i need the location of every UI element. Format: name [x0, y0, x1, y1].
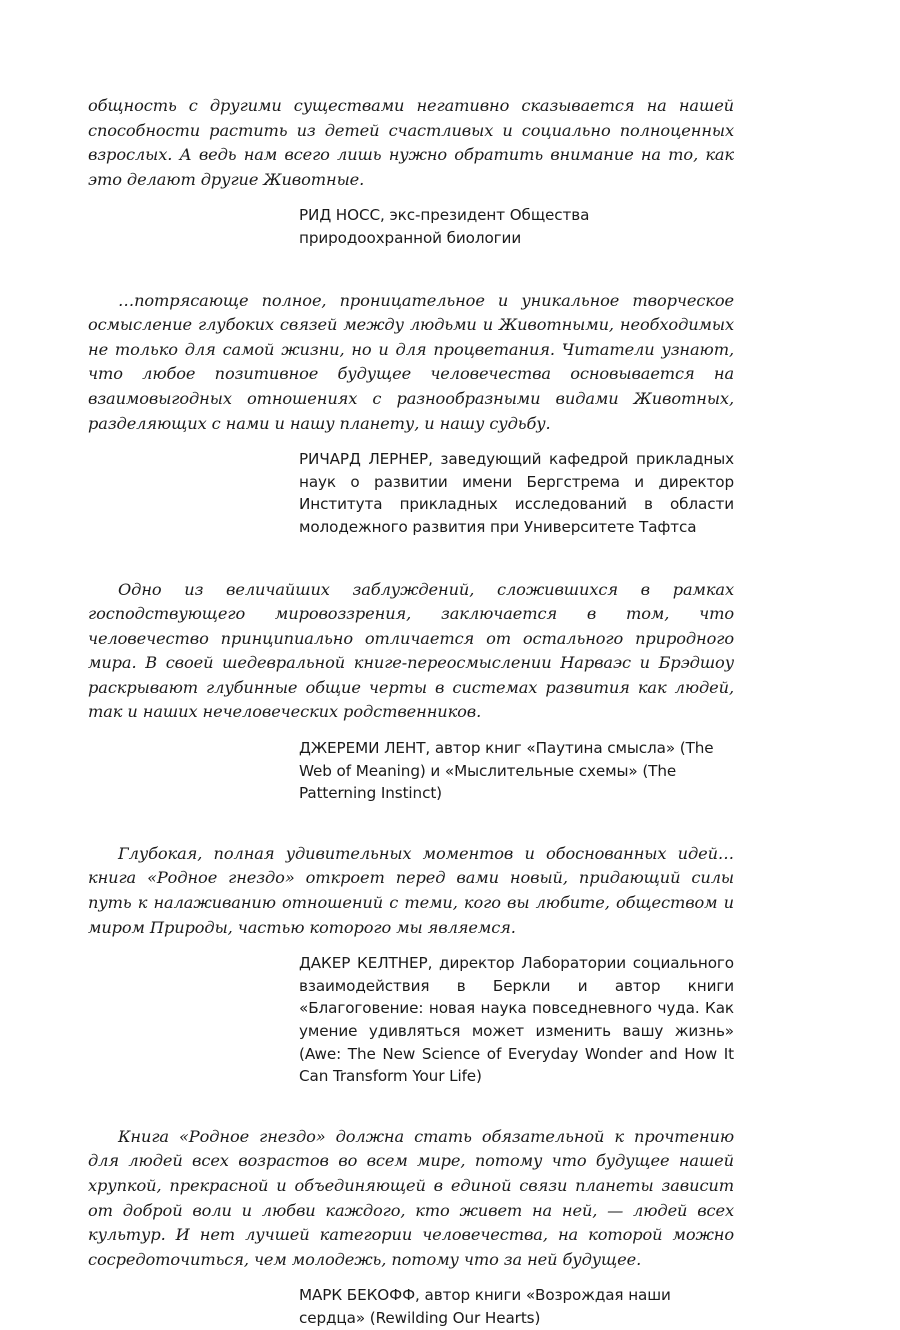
- endorsement-quote: общность с другими существами негативно сказывается на нашей способности растить из детей счастливых и социально полноценных взрослых. А ведь нам всего лишь нужно обратить внимание на то, как это делают другие Животные.: [88, 96, 734, 189]
- endorsement-attribution: МАРК БЕКОФФ, автор книги «Возрождая наши сердца» (Rewilding Our Hearts): [299, 1286, 671, 1327]
- endorsement-attribution: РИД НОСС, экс-президент Общества природоохранной биологии: [299, 206, 590, 247]
- endorsement-5: [88, 1125, 734, 1330]
- endorsement-4: [88, 842, 734, 1088]
- endorsement-attribution: ДЖЕРЕМИ ЛЕНТ, автор книг «Паутина смысла» (The Web of Meaning) и «Мыслительные схемы» (The Patterning Instinct): [299, 739, 714, 803]
- endorsement-quote: …потрясающе полное, проницательное и уникальное творческое осмысление глубоких связей между людьми и Животными, необходимых не только для самой жизни, но и для процветания. Читатели узнают, что любое позитивное будущее человечества основывается на взаимовыгодных отношениях с разнообразными видами Животных, разделяющих с нами и нашу планету, и нашу судьбу.: [88, 290, 734, 433]
- endorsement-attribution: ДАКЕР КЕЛТНЕР, директор Лаборатории социального взаимодействия в Беркли и автор книги «Благоговение: новая наука повседневного чуда. Как умение удивляться может изменить вашу жизнь» (Awe: The New Science of Everyday Wonder and How It Can Transform Your Life): [299, 954, 734, 1086]
- endorsement-3: [88, 578, 734, 805]
- endorsement-2: [88, 289, 734, 539]
- endorsement-quote: Глубокая, полная удивительных моментов и обоснованных идей… книга «Родное гнездо» откроет перед вами новый, придающий силы путь к налаживанию отношений с теми, кого вы любите, обществом и миром Природы, частью которого мы являемся.: [88, 843, 734, 937]
- endorsement-quote: Книга «Родное гнездо» должна стать обязательной к прочтению для людей всех возрастов во всем мире, потому что будущее нашей хрупкой, прекрасной и объединяющей в единой связи планеты зависит от доброй воли и любви каждого, кто живет на ней, — людей всех культур. И нет лучшей категории человечества, на которой можно сосредоточиться, чем молодежь, потому что за ней будущее.: [88, 1126, 734, 1269]
- endorsement-quote: Одно из величайших заблуждений, сложившихся в рамках господствующего мировоззрения, заключается в том, что человечество принципиально отличается от остального природного мира. В своей шедевральной книге-переосмыслении Нарваэс и Брэдшоу раскрывают глубинные общие черты в системах развития как людей, так и наших нечеловеческих родственников.: [88, 579, 734, 722]
- page-content: [88, 94, 734, 1330]
- endorsement-attribution: РИЧАРД ЛЕРНЕР, заведующий кафедрой прикладных наук о развитии имени Бергстрема и директор Института прикладных исследований в области молодежного развития при Университете Тафтса: [299, 450, 734, 536]
- endorsement-1: [88, 94, 734, 250]
